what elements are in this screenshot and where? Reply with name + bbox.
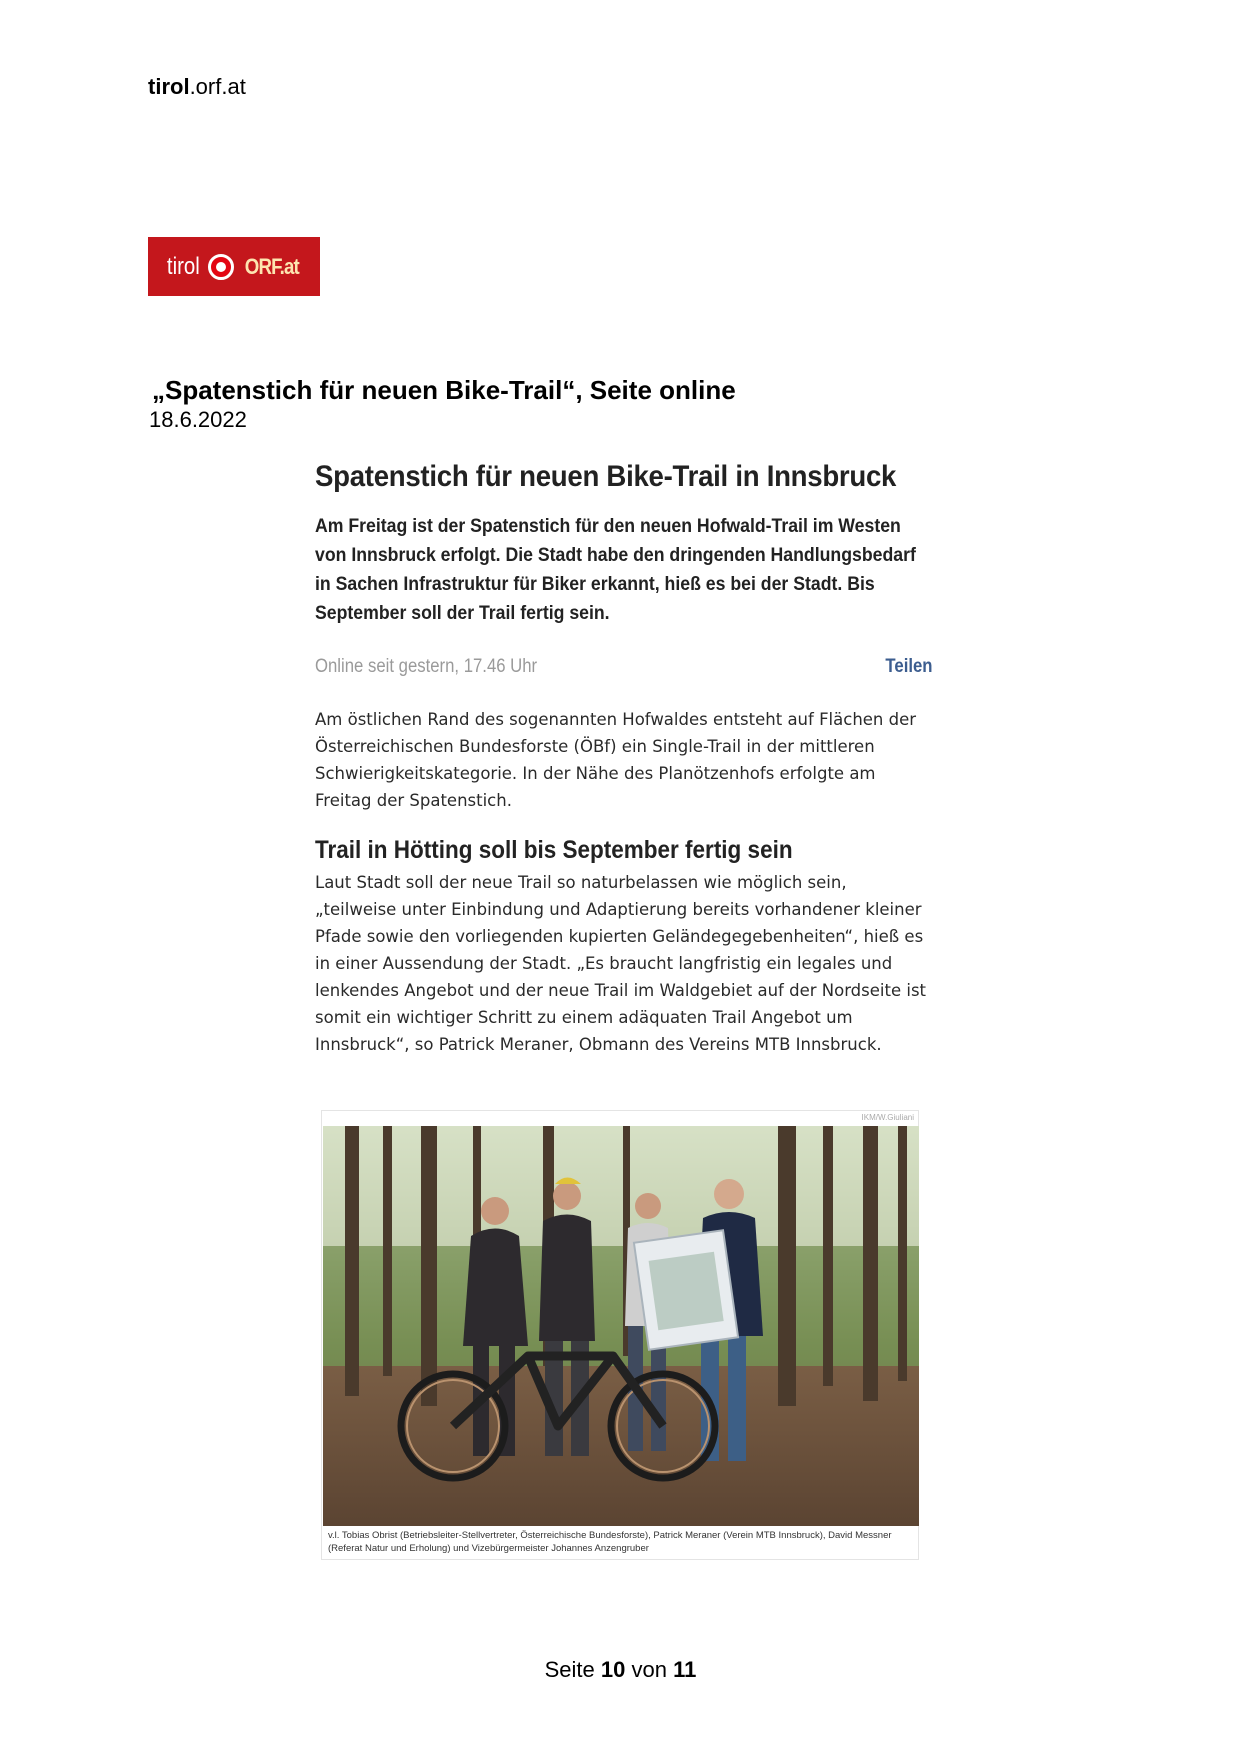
page-footer [0, 1657, 1241, 1683]
site-name-rest: .orf.at [189, 74, 246, 99]
article-paragraph-1: Am östlichen Rand des sogenannten Hofwaldes entsteht auf Flächen der Österreichischen Bundesforste (ÖBf) ein Single-Trail in der mittleren Schwierigkeitskategorie. In der Nähe des Planötzenhofs erfolgte am Freitag der Spatenstich. [315, 710, 917, 810]
article-paragraph-2: Laut Stadt soll der neue Trail so naturbelassen wie möglich sein, „teilweise unter Einbindung und Adaptierung bereits vorhandener kleiner Pfade sowie den vorliegenden kupierten Geländegegebenheiten“, hieß es in einer Aussendung der Stadt. „Es braucht langfristig ein legales und lenkendes Angebot und der neue Trail im Waldgebiet auf der Nordseite ist somit ein wichtiger Schritt zu einem adäquaten Trail Angebot um Innsbruck“, so Patrick Meraner, Obmann des Vereins MTB Innsbruck. [315, 873, 927, 1054]
orf-logo [148, 237, 320, 296]
image-credit: IKM/W.Giuliani [861, 1113, 914, 1122]
article-figure [321, 1110, 919, 1560]
document-date: 18.6.2022 [149, 407, 247, 432]
article [315, 460, 932, 1058]
site-name-bold: tirol [148, 74, 190, 99]
footer-page-number: 10 [600, 1657, 626, 1682]
share-link[interactable]: Teilen [884, 656, 932, 677]
orf-eye-icon [208, 254, 234, 280]
logo-region-text: tirol [166, 252, 200, 280]
publish-time: Online seit gestern, 17.46 Uhr [315, 656, 538, 677]
article-meta [315, 656, 932, 684]
image-caption: v.l. Tobias Obrist (Betriebsleiter-Stellvertreter, Österreichische Bundesforste), Patrick Meraner (Verein MTB Innsbruck), David Messner (Referat Natur und Erholung) und Vizebürgermeister Johannes Anzengruber [328, 1530, 892, 1554]
footer-prefix: Seite [544, 1657, 595, 1682]
article-photo [323, 1126, 919, 1526]
article-subheading: Trail in Hötting soll bis September fertig sein [315, 836, 793, 864]
footer-total-pages: 11 [673, 1657, 697, 1682]
site-header [148, 74, 246, 100]
article-lead: Am Freitag ist der Spatenstich für den neuen Hofwald-Trail im Westen von Innsbruck erfolgt. Die Stadt habe den dringenden Handlungsbedarf in Sachen Infrastruktur für Biker erkannt, hieß es bei der Stadt. Bis September soll der Trail fertig sein. [315, 516, 916, 624]
article-title: Spatenstich für neuen Bike-Trail in Innsbruck [315, 460, 897, 493]
footer-middle: von [631, 1657, 667, 1682]
document-title: „Spatenstich für neuen Bike-Trail“, Seite online [152, 375, 736, 405]
logo-orf-text: ORF.at [245, 253, 300, 279]
